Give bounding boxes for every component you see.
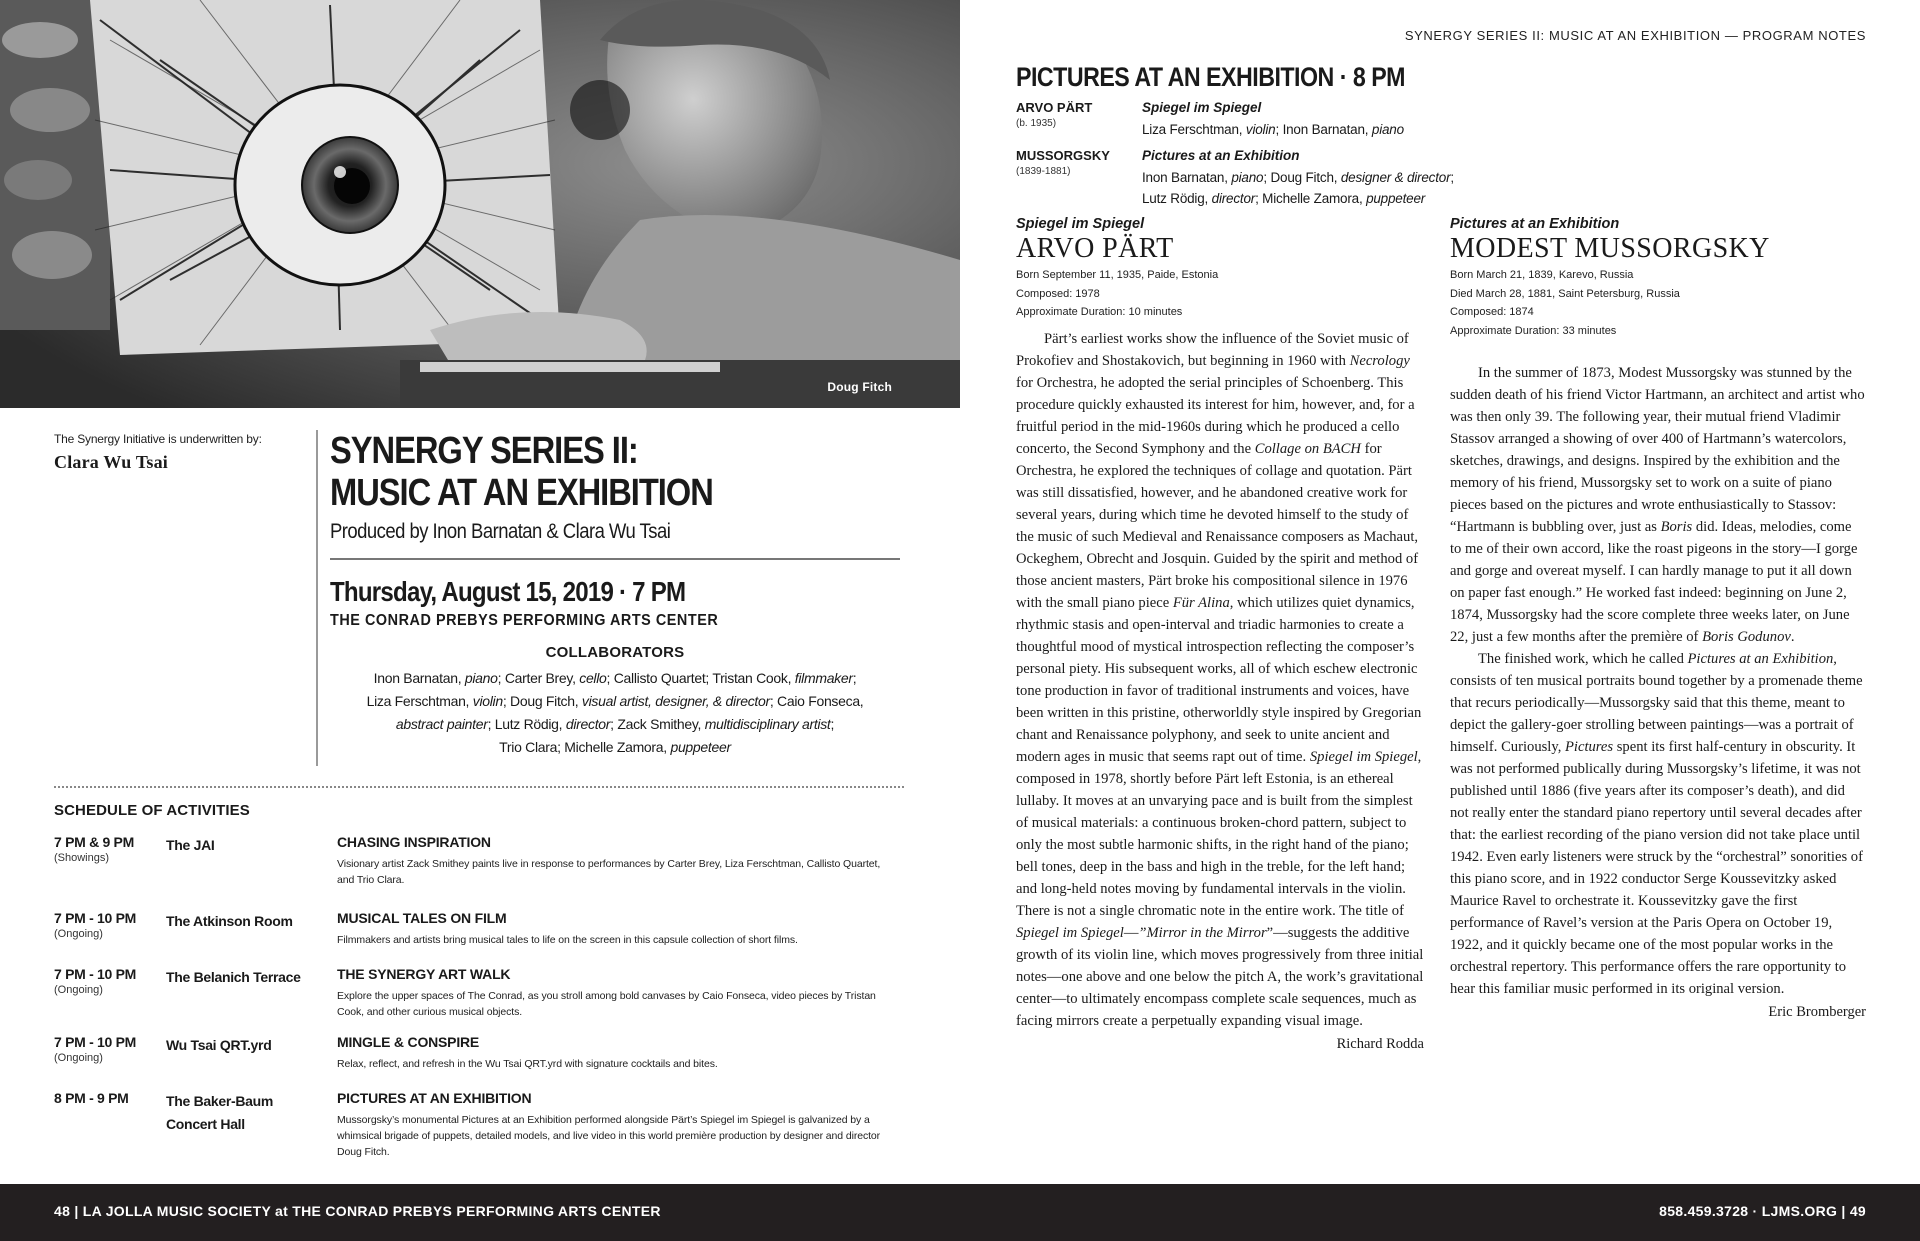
essay-facts [1450,266,1866,340]
collaborator-text: ; Callisto Quartet; Tristan Cook, [606,670,795,686]
essay-author: Richard Rodda [1336,1035,1424,1052]
program-work: Spiegel im Spiegel [1142,100,1262,115]
program-title: PICTURES AT AN EXHIBITION · 8 PM [1016,62,1406,92]
schedule-description: Mussorgsky’s monumental Pictures at an Exhibition performed alongside Pärt’s Spiegel im Spiegel is galvanized by a whimsical brigade of puppets, detailed models, and live video in this world première production by designer and director Doug Fitch. [337,1114,881,1158]
schedule-location: The Baker-Baum Concert Hall [166,1093,274,1132]
collaborator-text: ; [852,670,857,686]
collaborator-text: ; Carter Brey, [497,670,580,686]
essay-work-title: Pictures at an Exhibition [1450,216,1620,232]
schedule-event: MUSICAL TALES ON FILM [337,910,507,926]
collaborator-text: ; Doug Fitch, [502,693,582,709]
collaborators-list [330,667,900,759]
collaborators-line [330,690,900,713]
performer-text: ; Michelle Zamora, [1255,191,1367,206]
performer-text: Liza Ferschtman, [1142,122,1246,137]
essay-work-title: Spiegel im Spiegel [1016,216,1145,232]
essay-mussorgsky [1450,216,1866,1021]
schedule-time: 8 PM - 9 PM [54,1090,129,1106]
schedule-description: Filmmakers and artists bring musical tales to life on the screen in this capsule collection of short films. [337,934,798,946]
essay-text: Pärt’s earliest works show the influence of the Soviet music of Prokofiev and Shostakovich, but beginning in 1960 with [1016,330,1409,369]
collaborator-italic: puppeteer [670,739,731,755]
essay-italic: Collage on BACH [1254,440,1361,457]
essay-text: — [1123,924,1139,941]
performer-text: ; Doug Fitch, [1263,170,1341,185]
collaborator-italic: violin [472,693,503,709]
schedule-event: CHASING INSPIRATION [337,834,491,850]
schedule-location: Wu Tsai QRT.yrd [166,1037,272,1053]
program-performers-line [1142,167,1542,188]
performer-italic: violin [1245,122,1276,137]
collaborator-text: ; Caio Fonseca, [769,693,864,709]
event-subtitle: Produced by Inon Barnatan & Clara Wu Tsai [330,520,671,543]
collaborators-line [330,713,900,736]
schedule-row [54,1034,904,1094]
schedule-time-note: (Ongoing) [54,1052,103,1064]
program-composer: ARVO PÄRT [1016,100,1093,115]
schedule-description: Relax, reflect, and refresh in the Wu Tsai QRT.yrd with signature cocktails and bites. [337,1058,718,1070]
essay-body [1450,362,1866,1000]
schedule-event: PICTURES AT AN EXHIBITION [337,1090,532,1106]
collaborator-text: Trio Clara; Michelle Zamora, [499,739,671,755]
essay-fact-line: Born March 21, 1839, Karevo, Russia [1450,269,1634,281]
event-title [330,430,880,514]
schedule-heading: SCHEDULE OF ACTIVITIES [54,802,250,819]
hero-photo [0,0,960,408]
essay-italic: Spiegel im Spiegel [1309,748,1418,765]
footer-left: 48 | LA JOLLA MUSIC SOCIETY at THE CONRAD PREBYS PERFORMING ARTS CENTER [54,1203,661,1219]
vertical-divider [316,430,318,766]
schedule-row [54,910,904,970]
schedule-time: 7 PM - 10 PM [54,1034,136,1050]
program-performers [1142,119,1542,140]
performer-text: ; Inon Barnatan, [1275,122,1372,137]
event-header [330,430,900,630]
program-item [1016,148,1516,206]
event-title-line-1: SYNERGY SERIES II: [330,430,638,472]
schedule-time-note: (Ongoing) [54,928,103,940]
page-footer [0,1184,1920,1241]
essay-body [1016,328,1424,1032]
collaborators-line [330,667,900,690]
essay-text: . [1790,629,1795,645]
collaborator-italic: visual artist, designer, & director [581,693,770,709]
schedule-row [54,966,904,1026]
schedule-description: Visionary artist Zack Smithey paints live in response to performances by Carter Brey, Liza Ferschtman, Callisto Quartet, and Trio Clara. [337,858,881,886]
essay-text: did. Ideas, melodies, come to me of their own accord, like the roast pigeons in the story—I gorge and gorge and overeat myself. I can hardly manage to put it all down on paper fast enough.” He worked fast indeed: beginning on June 2, 1874, Mussorgsky had the score complete three weeks later, on June 22, just a few months after the première of [1450,519,1858,645]
collaborator-italic: multidisciplinary artist [704,716,831,732]
essay-italic: ”Mirror in the Mirror [1138,924,1267,941]
collaborator-text: ; Zack Smithey, [610,716,705,732]
program-composer-dates: (1839-1881) [1016,166,1071,177]
essay-fact-line: Approximate Duration: 33 minutes [1450,324,1617,337]
schedule-event: MINGLE & CONSPIRE [337,1034,480,1050]
photo-credit: Doug Fitch [827,380,892,394]
performer-italic: director [1211,191,1256,206]
schedule-description: Explore the upper spaces of The Conrad, as you stroll among bold canvases by Caio Fonseca, video pieces by Tristan Cook, and other curious musical objects. [337,990,876,1018]
program-item [1016,100,1516,148]
collaborator-text: ; Lutz Rödig, [487,716,566,732]
dotted-divider [54,786,904,788]
artist-photo-illustration [0,0,960,408]
essay-text: for Orchestra, he adopted the serial principles of Schoenberg. This procedure quickly exhausted its interest for him, however, and, for a fruitful period in the mid-1960s during which he produced a cello concerto, the Second Symphony and the [1016,374,1415,457]
essay-italic: Pictures [1565,739,1614,755]
essay-text: The finished work, which he called [1478,651,1688,667]
essay-composer: ARVO PÄRT [1016,233,1174,264]
schedule-row [54,1090,904,1158]
essay-fact-line: Approximate Duration: 10 minutes [1016,306,1183,318]
essay-text: spent its first half-century in obscurity. It was not performed publically during Mussorgsky’s lifetime, it was not published until 1886 (five years after its composer’s death), and did not really enter the standard piano repertory until several decades after that: the earliest recording of the piano version did not take place until 1942. Even early listeners were struck by the “orchestral” sonorities of this piano score, and in 1922 conductor Serge Koussevitzky asked Maurice Ravel to orchestrate it. Koussevitzky gave the first performance of Ravel’s version at the Paris Opera on October 19, 1922, and it quickly became one of the most popular works in the orchestral repertory. This performance offers the rare opportunity to hear this familiar music performed in its original version. [1450,739,1863,997]
essay-composer: MODEST MUSSORGSKY [1450,233,1770,264]
collaborator-italic: filmmaker [794,670,853,686]
running-head: SYNERGY SERIES II: MUSIC AT AN EXHIBITION — PROGRAM NOTES [1404,28,1866,43]
header-divider [330,558,900,560]
essay-text: ”—suggests the additive growth of its violin line, which moves progressively from three initial notes—one above and one below the pitch A, the work’s gravitational center—to ultimately encompass complete scale sequences, much as facing mirrors create a perpetually expanding visual image. [1016,924,1424,1029]
collaborator-text: ; [830,716,835,732]
essay-paragraph [1450,362,1866,648]
collaborator-italic: abstract painter [395,716,488,732]
collaborators-section [330,644,900,759]
essay-text: , which utilizes quiet dynamics, rhythmic stasis and open-interval and triadic harmonies to create a thoughtful mood of mystical introspection reflecting the composer’s personal piety. His subsequent works, all of which eschew electronic tone production in favor of traditional instruments and voices, have been written in this pristine, otherworldly style inspired by Gregorian chant and Renaissance polyphony, and seek to unite ancient and modern ages in music that seems rapt out of time. [1016,594,1422,765]
underwriter-name: Clara Wu Tsai [54,452,168,472]
collaborators-heading: COLLABORATORS [545,644,685,661]
performer-italic: piano [1231,170,1264,185]
essay-text: In the summer of 1873, Modest Mussorgsky was stunned by the sudden death of his friend Victor Hartmann, an architect and artist who was then only 39. The following year, their mutual friend Vladimir Stassov arranged a showing of over 400 of Hartmann’s watercolors, sketches, drawings, and designs. Inspired by the exhibition and the memory of his friend, Mussorgsky set to work on a suite of piano pieces based on the pictures and wrote enthusiastically to Stassov: “Hartmann is bubbling over, just as [1450,365,1865,535]
performer-italic: piano [1371,122,1404,137]
collaborator-text: Liza Ferschtman, [366,693,473,709]
program-composer-dates: (b. 1935) [1016,118,1057,129]
performer-text: Inon Barnatan, [1142,170,1232,185]
essay-fact-line: Composed: 1978 [1016,287,1100,300]
program-performers-line [1142,119,1542,140]
schedule-time: 7 PM - 10 PM [54,910,136,926]
schedule-time: 7 PM & 9 PM [54,834,134,850]
essay-paragraph [1450,648,1866,1000]
essay-text: , composed in 1978, shortly before Pärt left Estonia, is an ethereal lullaby. It moves at an unvarying pace and is built from the simplest of musical materials: a continuous broken-chord pattern, subject to only the most subtle harmonic shifts, in the right hand of the piano; bell tones, deep in the bass and high in the treble, for the left hand; and long-held notes moving by fundamental intervals in the violin. There is not a single chromatic note in the entire work. The title of [1016,748,1422,919]
schedule-location: The JAI [166,837,215,853]
essay-fact-line: Died March 28, 1881, Saint Petersburg, Russia [1450,287,1680,300]
essay-italic: Pictures at an Exhibition [1687,651,1834,667]
collaborators-line [330,736,900,759]
essay-part [1016,216,1424,1053]
schedule-time-note: (Ongoing) [54,984,103,996]
essay-author: Eric Bromberger [1768,1004,1866,1020]
event-title-line-2: MUSIC AT AN EXHIBITION [330,472,713,514]
essay-facts [1016,266,1424,322]
essay-paragraph [1016,328,1424,1032]
essay-italic: Für Alina [1172,594,1230,611]
schedule-location: The Atkinson Room [166,913,293,929]
schedule-location: The Belanich Terrace [166,969,301,985]
essay-fact-line: Born September 11, 1935, Paide, Estonia [1016,269,1219,281]
collaborator-italic: director [565,716,611,732]
program-composer: MUSSORGSKY [1016,148,1110,163]
collaborator-italic: piano [464,670,498,686]
essay-text: , consists of ten musical portraits bound together by a promenade theme that recurs periodically—Mussorgsky said that this theme, meant to depict the gallery-goer strolling between paintings—was a portrait of himself. Curiously, [1450,651,1863,755]
essay-italic: Boris [1660,519,1693,535]
performer-text: ; [1450,170,1454,185]
program-performers [1142,167,1542,209]
underwriter-label: The Synergy Initiative is underwritten by: [54,432,262,446]
program-performers-line [1142,188,1542,209]
schedule-event: THE SYNERGY ART WALK [337,966,511,982]
program-work: Pictures at an Exhibition [1142,148,1300,163]
underwriter-block [54,432,294,473]
essay-italic: Boris Godunov [1702,629,1791,645]
schedule-time: 7 PM - 10 PM [54,966,136,982]
footer-right: 858.459.3728 · LJMS.ORG | 49 [1659,1203,1866,1219]
essay-italic: Spiegel im Spiegel [1016,924,1124,941]
performer-italic: designer & director [1340,170,1451,185]
essay-text: for Orchestra, he explored the techniques of collage and quotation. Pärt was still dissatisfied, however, and he abandoned creative work for several years, during which time he devoted himself to the study of the music of such Medieval and Renaissance composers as Machaut, Ockeghem, Obrecht and Josquin. Guided by the spirit and method of those ancient masters, Pärt broke his compositional silence in 1976 with the small piano piece [1016,440,1419,611]
event-venue: THE CONRAD PREBYS PERFORMING ARTS CENTER [330,612,719,629]
schedule-time-note: (Showings) [54,852,110,864]
event-date: Thursday, August 15, 2019 · 7 PM [330,576,686,607]
performer-text: Lutz Rödig, [1142,191,1212,206]
schedule-row [54,834,904,894]
essay-italic: Necrology [1349,352,1410,369]
collaborator-text: Inon Barnatan, [373,670,465,686]
performer-italic: puppeteer [1366,191,1426,206]
collaborator-italic: cello [579,670,607,686]
essay-fact-line: Composed: 1874 [1450,306,1534,318]
